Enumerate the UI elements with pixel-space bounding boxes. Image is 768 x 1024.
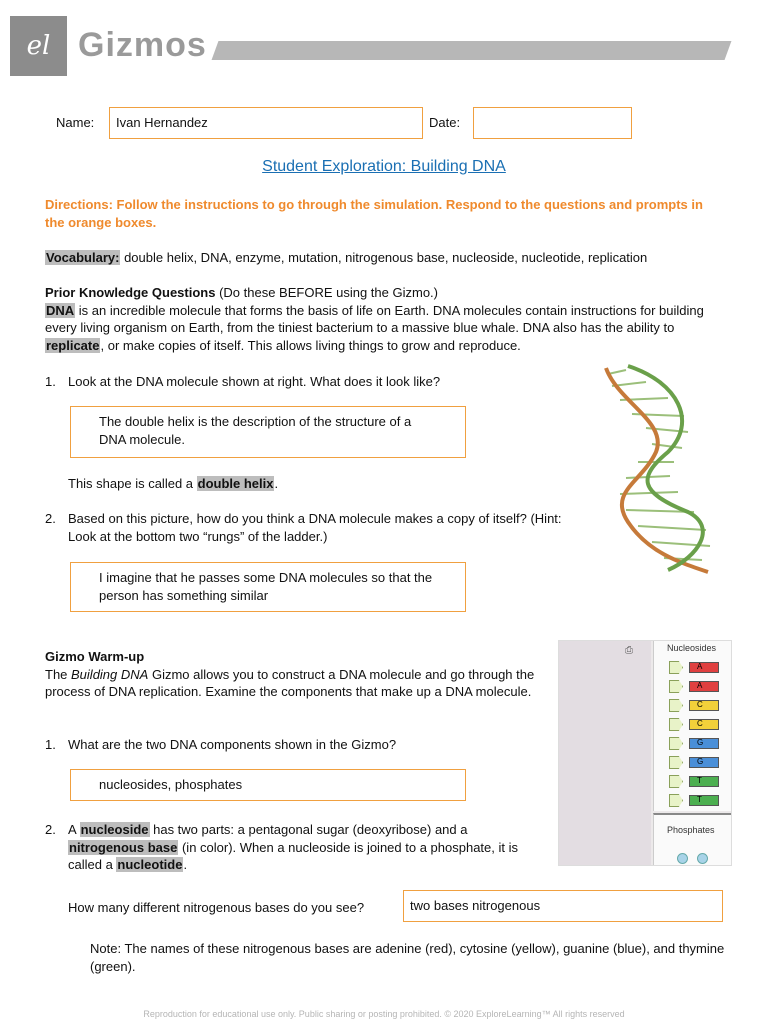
nitrogenous-base-block bbox=[689, 738, 719, 749]
gizmo-workspace bbox=[559, 641, 651, 865]
warmup-q2-part-b: has two parts: a pentagonal sugar (deoxyribose) and a bbox=[149, 822, 468, 837]
name-label: Name: bbox=[56, 115, 95, 130]
bases-note: Note: The names of these nitrogenous bases are adenine (red), cytosine (yellow), guanine (blue), and thymine (green). bbox=[90, 941, 725, 974]
base-letter: G bbox=[697, 757, 704, 766]
nitrogenous-base-block bbox=[689, 776, 719, 787]
sugar-pentagon-icon bbox=[669, 699, 683, 712]
nitrogenous-base-term: nitrogenous base bbox=[69, 839, 178, 855]
footer-copyright: Reproduction for educational use only. Public sharing or posting prohibited. © 2020 ExploreLearning™ All rights reserved bbox=[143, 1009, 625, 1019]
warmup-q2-number: 2. bbox=[45, 822, 56, 837]
warmup-intro-italic: Building DNA bbox=[71, 666, 149, 682]
dna-term: DNA bbox=[46, 302, 75, 318]
phosphate-item[interactable] bbox=[677, 853, 688, 864]
directions: Directions: Follow the instructions to go through the simulation. Respond to the questions and prompts in the orange boxes. bbox=[45, 197, 703, 230]
double-helix-line bbox=[68, 475, 278, 493]
sugar-pentagon-icon bbox=[669, 661, 683, 674]
sugar-pentagon-icon bbox=[669, 737, 683, 750]
base-letter: A bbox=[697, 681, 703, 690]
double-helix-pre: This shape is called a bbox=[68, 476, 197, 491]
sugar-pentagon-icon bbox=[669, 794, 683, 807]
prior-q1-answer[interactable]: The double helix is the description of the structure of a DNA molecule. bbox=[70, 406, 466, 458]
date-label: Date: bbox=[429, 115, 461, 130]
prior-q2-number: 2. bbox=[45, 511, 56, 526]
phosphate-item[interactable] bbox=[697, 853, 708, 864]
base-letter: C bbox=[697, 700, 703, 709]
prior-heading: Prior Knowledge Questions bbox=[45, 285, 216, 300]
prior-heading-note: (Do these BEFORE using the Gizmo.) bbox=[215, 285, 438, 300]
name-field[interactable] bbox=[109, 107, 423, 139]
vocabulary bbox=[45, 249, 725, 267]
nitrogenous-base-block bbox=[689, 719, 719, 730]
nucleoside-term: nucleoside bbox=[80, 822, 149, 837]
camera-icon: ⎙ bbox=[625, 645, 633, 656]
warmup-q2-part-a: A bbox=[68, 822, 80, 837]
warmup-q3-text: How many different nitrogenous bases do you see? bbox=[68, 900, 365, 915]
warmup-q1-text: What are the two DNA components shown in the Gizmo? bbox=[68, 737, 397, 752]
gizmos-wordmark: Gizmos bbox=[78, 26, 207, 64]
warmup-q2-part-d: . bbox=[183, 857, 188, 872]
nucleoside-item[interactable] bbox=[669, 775, 721, 788]
prior-knowledge-section bbox=[45, 284, 725, 354]
nucleoside-item[interactable] bbox=[669, 699, 721, 712]
prior-text-1: is an incredible molecule that forms the basis of life on Earth. DNA molecules contain instructions for building every living organism on Earth, from the tiniest bacterium to a massive blue whale. DNA also has the ability to bbox=[45, 302, 704, 335]
sugar-pentagon-icon bbox=[669, 680, 683, 693]
sugar-pentagon-icon bbox=[669, 775, 683, 788]
base-letter: T bbox=[697, 795, 702, 804]
nucleoside-item[interactable] bbox=[669, 794, 721, 807]
warmup-q2-part-c: (in color). When a nucleoside is joined to a phosphate, it is called a bbox=[68, 839, 518, 872]
nitrogenous-base-block bbox=[689, 681, 719, 692]
sugar-pentagon-icon bbox=[669, 718, 683, 731]
warmup-q2-text bbox=[68, 821, 534, 874]
warmup-heading: Gizmo Warm-up bbox=[45, 649, 145, 664]
base-letter: T bbox=[697, 776, 702, 785]
logo-glyph: el bbox=[26, 31, 51, 61]
warmup-q3-answer[interactable]: two bases nitrogenous bbox=[403, 890, 723, 922]
base-letter: G bbox=[697, 738, 704, 747]
prior-text-2: , or make copies of itself. This allows living things to grow and reproduce. bbox=[100, 337, 521, 353]
double-helix-term: double helix bbox=[197, 476, 274, 491]
warmup-q1-number: 1. bbox=[45, 737, 56, 752]
base-letter: C bbox=[697, 719, 703, 728]
phosphates-panel bbox=[653, 813, 732, 866]
dna-strand-2 bbox=[628, 366, 703, 570]
nucleosides-title: Nucleosides bbox=[667, 643, 717, 653]
base-letter: A bbox=[697, 662, 703, 671]
vocabulary-text: double helix, DNA, enzyme, mutation, nitrogenous base, nucleoside, nucleotide, replication bbox=[120, 250, 648, 265]
nucleoside-item[interactable] bbox=[669, 737, 721, 750]
page-title: Student Exploration: Building DNA bbox=[262, 158, 506, 175]
explorelearning-logo bbox=[10, 16, 67, 76]
double-helix-post: . bbox=[274, 476, 279, 491]
nitrogenous-base-block bbox=[689, 662, 719, 673]
warmup-section bbox=[45, 648, 535, 701]
warmup-intro-pre: The bbox=[45, 666, 72, 682]
vocabulary-label: Vocabulary: bbox=[46, 250, 120, 265]
phosphates-title: Phosphates bbox=[667, 825, 715, 835]
replicate-term: replicate bbox=[46, 337, 100, 353]
prior-q2-text: Based on this picture, how do you think a DNA molecule makes a copy of itself? (Hint: Look at the bottom two “rungs” of the ladder.) bbox=[68, 511, 562, 544]
prior-q2-answer[interactable]: I imagine that he passes some DNA molecules so that the person has something similar bbox=[70, 562, 466, 612]
dna-helix-rungs bbox=[608, 370, 710, 560]
header-bar bbox=[212, 41, 732, 60]
date-field[interactable] bbox=[473, 107, 632, 139]
prior-q1-text: Look at the DNA molecule shown at right. What does it look like? bbox=[68, 374, 441, 389]
nucleoside-item[interactable] bbox=[669, 718, 721, 731]
nitrogenous-base-block bbox=[689, 795, 719, 806]
dna-helix-image bbox=[598, 362, 726, 577]
nucleotide-term: nucleotide bbox=[117, 857, 183, 872]
warmup-intro-post: Gizmo allows you to construct a DNA molecule and go through the process of DNA replication. Examine the components that make up a DNA molecule. bbox=[45, 666, 535, 699]
prior-q1-number: 1. bbox=[45, 374, 56, 389]
nitrogenous-base-block bbox=[689, 757, 719, 768]
gizmo-screenshot bbox=[558, 640, 732, 866]
name-value: Ivan Hernandez bbox=[116, 115, 208, 130]
nucleoside-item[interactable] bbox=[669, 680, 721, 693]
nitrogenous-base-block bbox=[689, 700, 719, 711]
nucleoside-item[interactable] bbox=[669, 661, 721, 674]
sugar-pentagon-icon bbox=[669, 756, 683, 769]
nucleoside-item[interactable] bbox=[669, 756, 721, 769]
warmup-q1-answer[interactable]: nucleosides, phosphates bbox=[70, 769, 466, 801]
